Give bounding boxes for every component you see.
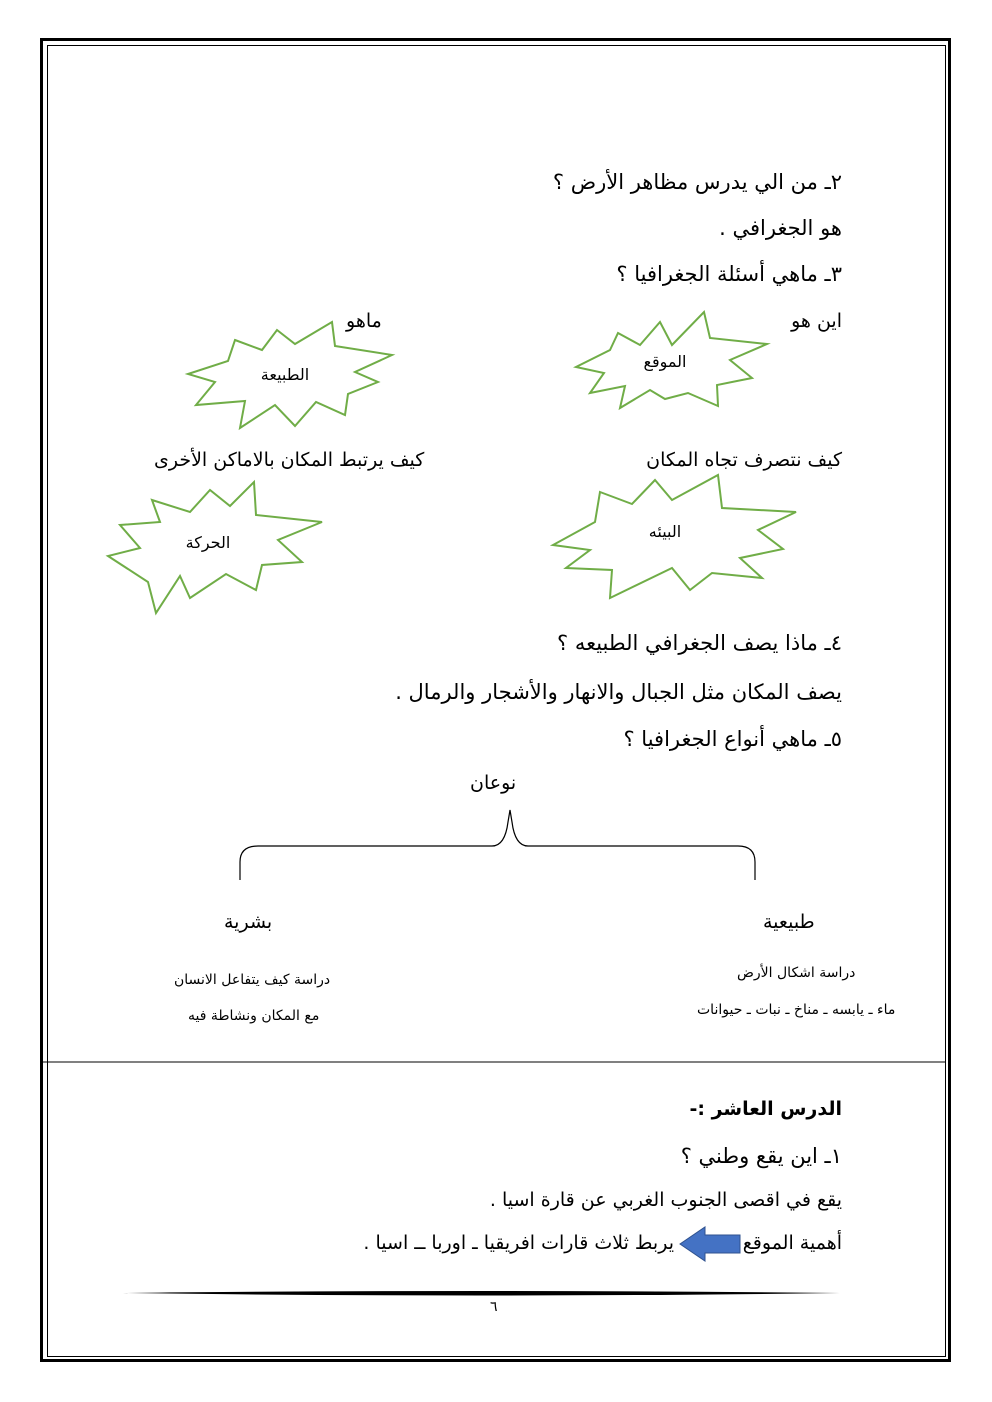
q3-question: ٣ـ ماهي أسئلة الجغرافيا ؟ (616, 262, 842, 286)
star-location-label: الموقع (643, 352, 687, 371)
q3-how-link-label: كيف يرتبط المكان بالاماكن الأخرى (154, 449, 425, 471)
lesson10-title: الدرس العاشر :- (689, 1098, 842, 1120)
star-nature-label: الطبيعة (260, 365, 310, 384)
q4-answer: يصف المكان مثل الجبال والانهار والأشجار والرمال . (395, 680, 842, 704)
page-number: ٦ (490, 1299, 498, 1315)
q5-types-header: نوعان (470, 772, 517, 794)
q5-question: ٥ـ ماهي أنواع الجغرافيا ؟ (623, 727, 842, 751)
left-arrow-icon (680, 1227, 740, 1261)
star-environment-label: البيئه (648, 522, 682, 541)
q3-where-label: اين هو (791, 310, 842, 332)
lesson10-answer: يقع في اقصى الجنوب الغربي عن قارة اسيا . (489, 1189, 842, 1211)
type-human-title: بشرية (224, 911, 273, 933)
type-natural-line1: دراسة اشكال الأرض (737, 965, 856, 981)
type-human-line2: مع المكان ونشاطة فيه (188, 1008, 320, 1024)
lesson10-importance-label: أهمية الموقع (742, 1232, 842, 1254)
brace-shape (240, 810, 755, 880)
type-natural-line2: ماء ـ يابسه ـ مناخ ـ نبات ـ حيوانات (697, 1002, 896, 1018)
q3-how-act-label: كيف نتصرف تجاه المكان (646, 449, 842, 471)
lesson10-importance-text: يربط ثلاث قارات افريقيا ـ اوربا ــ اسيا . (363, 1232, 674, 1254)
footer-rule (123, 1291, 840, 1296)
star-movement-label: الحركة (185, 533, 231, 552)
q4-question: ٤ـ ماذا يصف الجغرافي الطبيعه ؟ (557, 631, 842, 655)
q2-answer: هو الجغرافي . (719, 216, 842, 240)
lesson10-q1: ١ـ اين يقع وطني ؟ (680, 1144, 842, 1168)
type-human-line1: دراسة كيف يتفاعل الانسان (174, 972, 331, 988)
type-natural-title: طبيعية (763, 911, 815, 933)
q3-what-label: ماهو (346, 310, 382, 332)
q2-question: ٢ـ من الي يدرس مظاهر الأرض ؟ (552, 170, 842, 194)
